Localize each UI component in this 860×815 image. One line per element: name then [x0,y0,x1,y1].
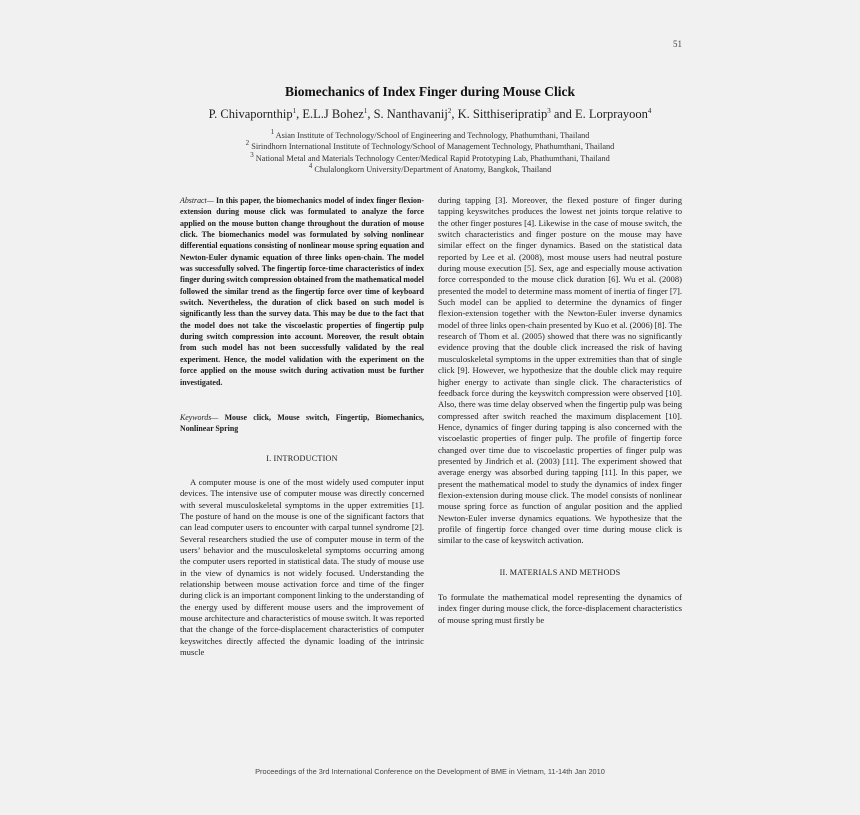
affiliation-text: Chulalongkorn University/Department of Anatomy, Bangkok, Thailand [312,164,552,174]
affiliation-text: Sirindhorn International Institute of Technology/School of Management Technology, Phathumthani, Thailand [249,142,615,152]
introduction-paragraph-continued: during tapping [3]. Moreover, the flexed posture of finger during tapping keyswitches produces the lowest net joints torque relative to the other finger postures [4]. Likewise in the case of mouse switch, the switch characteristics and finger posture on the mouse may have similar effect on the finger dynamics. Based on the statistical data reported by Lee et al. (2008), most mouse users had neutral posture during mouse execution [5]. Sex, age and especially mouse activation force corresponded to the mouse click duration [6]. Wu et al. (2008) presented the model to determine mass moment of inertia of finger [7]. Such model can be applied to determine the dynamics of finger flexion-extension together with the Newton-Euler inverse dynamics model of three links open-chain presented by Kuo et al. (2006) [8]. The research of Thom et al. (2005) showed that there was no significantly evidence proving that the double click increased the risk of having musculoskeletal symptoms in the upper extremities than that of single click [9]. However, we hypothesize that the double click may require higher energy to activate than single click. The characteristics of feedback force during the keyswitch compression were observed [10]. Also, there was time delay observed when the fingertip pulp was being compressed after switch reached the maximum displacement [10]. Hence, dynamics of finger during tapping is also concerned with the viscoelastic properties of finger pulp. The profile of fingertip force changed over time due to viscoelastic properties of finger pulp was presented by Jindrich et al. (2003) [11]. The experiment showed that average energy was absorbed during tapping [11]. In this paper, we present the mathematical model to study the dynamics of index finger flexion-extension during mouse click. The model consists of nonlinear mouse spring force as function of angular position and the applied Newton-Euler inverse dynamics equations. We hypothesize that the profile of fingertip force changed over time during mouse click is similar to the case of keyswitch activation. [438,195,682,546]
section-heading-materials-methods: II. MATERIALS AND METHODS [499,567,621,577]
keywords [180,412,424,435]
author-name: P. Chivapornthip [208,107,293,121]
author-affiliation-mark: 4 [647,106,652,115]
proceedings-footer: Proceedings of the 3rd International Conference on the Development of BME in Vietnam, 11-14th Jan 2010 [255,767,605,776]
affiliation-text: Asian Institute of Technology/School of Engineering and Technology, Phathumthani, Thailand [274,131,590,140]
author-affiliation-mark: 1 [292,106,297,115]
author-name: E.L.J Bohez [302,107,364,121]
keywords-lead: Keywords— [180,412,219,422]
abstract [180,195,424,388]
keywords-text: Mouse click, Mouse switch, Fingertip, Biomechanics, Nonlinear Spring [180,412,424,434]
section-heading-introduction: I. INTRODUCTION [266,453,338,463]
right-column [438,195,682,626]
methods-paragraph: To formulate the mathematical model representing the dynamics of index finger during mouse click, the force-displacement characteristics of mouse spring must firstly be [438,592,682,625]
affiliation [0,141,860,152]
author-separator: and [550,107,576,121]
author-affiliation-mark: 3 [547,106,551,115]
affiliation-mark: 4 [308,162,313,171]
author-affiliation-mark: 1 [363,106,368,115]
author-separator: , [451,107,458,121]
author-name: S. Nanthavanij [373,107,448,121]
affiliation [0,164,860,175]
author-list [0,107,860,122]
abstract-text: In this paper, the biomechanics model of index finger flexion-extension during mouse click was formulated to analyze the force applied on the mouse button change throughout the duration of mouse click. The biomechanics model was formulated by solving nonlinear differential equations consisting of nonlinear mouse spring equation and Newton-Euler dynamic equation of three links open-chain. The model was successfully solved. The fingertip force-time characteristics of index finger during switch compression obtained from the mathematical model followed the similar trend as the fingertip force over time of keyboard switch. Nevertheless, the duration of click based on such model is significantly less than the survey data. This may be due to the fact that the model does not take the viscoelastic properties of fingertip pulp during switch compression into account. Moreover, the result obtain from such model has not been successfully validated by the real experiment. Hence, the model validation with the experiment on the force applied on the mouse switch during activation must be further investigated. [180,196,424,387]
affiliation [0,130,860,141]
left-column [180,195,424,658]
author-separator: , [296,107,303,121]
abstract-lead: Abstract— [180,196,214,205]
affiliation-text: National Metal and Materials Technology Center/Medical Rapid Prototyping Lab, Phathumthani, Thailand [253,153,610,163]
affiliation-mark: 1 [270,128,275,137]
page-number: 51 [673,39,682,49]
affiliation-list [0,130,860,175]
affiliation [0,150,860,164]
affiliation-mark: 2 [245,139,250,148]
affiliation-mark: 3 [250,150,254,159]
author-name: E. Lorprayoon [575,107,648,121]
author-affiliation-mark: 2 [447,106,452,115]
paper-title: Biomechanics of Index Finger during Mouse Click [284,84,575,99]
introduction-paragraph: A computer mouse is one of the most widely used computer input devices. The intensive use of computer mouse was directly concerned with several musculoskeletal symptoms in the upper extremities [1]. The posture of hand on the mouse is one of the significant factors that can lead computer users to encounter with carpal tunnel syndrome [2]. Several researchers studied the use of computer mouse in term of the users’ behavior and the musculoskeletal symptoms occurring among the computer users reported in statistical data. The study of mouse use in the view of dynamics is not widely focused. Understanding the relationship between mouse activation force and time of the finger during click is an important component linking to the understanding of the energy used by different mouse users and the improvement of mouse architecture and characteristics of mouse switch. It was reported that the change of the force-displacement characteristics of computer keyswitches directly affected the dynamic loading of the intrinsic muscle [180,476,424,658]
author-separator: , [367,107,374,121]
author-name: K. Sitthiseripratip [457,107,548,121]
